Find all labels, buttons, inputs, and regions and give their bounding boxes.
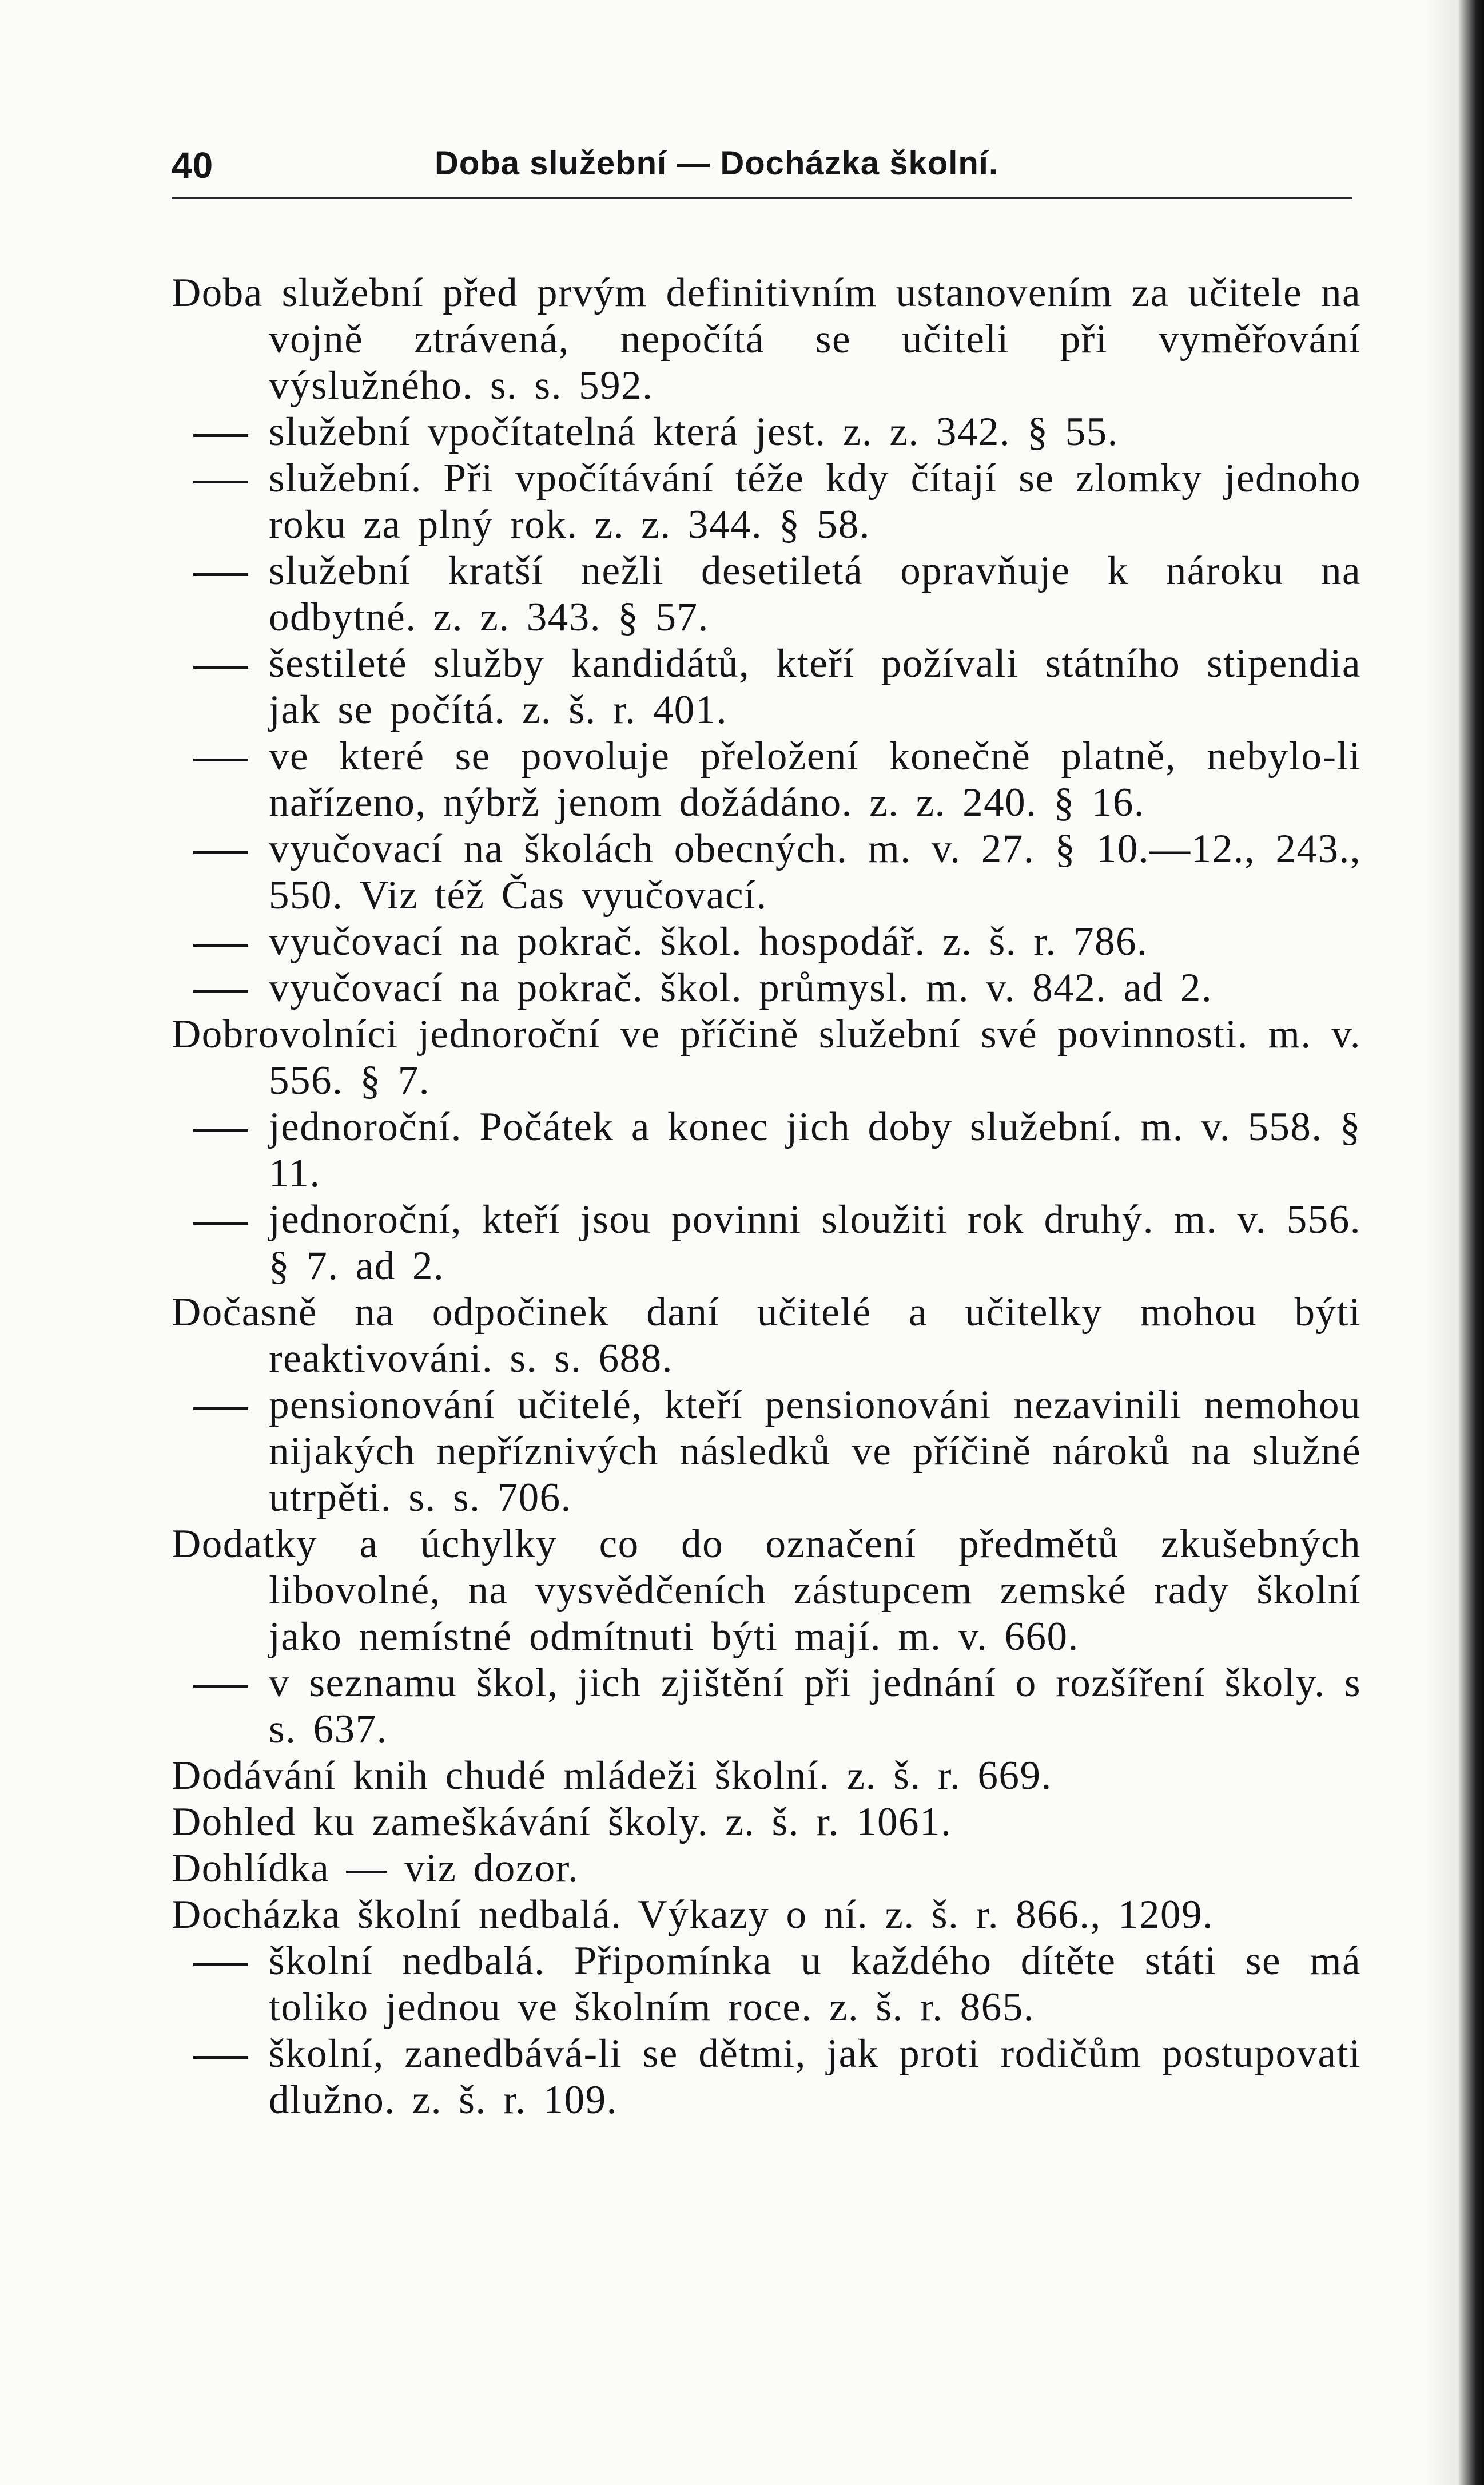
em-dash (172, 1382, 269, 1428)
header-rule (172, 197, 1352, 199)
index-subentry: vyučovací na pokrač. škol. průmysl. m. v. 842. ad 2. (172, 965, 1361, 1011)
index-subentry: šestileté služby kandidátů, kteří požívali státního stipendia jak se počítá. z. š. r. 401. (172, 641, 1361, 733)
page-header (172, 133, 1352, 196)
page-shadow (1425, 0, 1459, 2485)
em-dash (172, 826, 269, 872)
index-subentry: vyučovací na pokrač. škol. hospodář. z. š. r. 786. (172, 919, 1361, 965)
em-dash (172, 1660, 269, 1706)
index-entry: Doba služební před prvým definitivním ustanovením za učitele na vojně ztrávená, nepočítá se učiteli při vyměřování výslužného. s. s. 592. (172, 271, 1361, 408)
em-dash (172, 965, 269, 1011)
index-entry: Dodávání knih chudé mládeži školní. z. š. r. 669. (172, 1753, 1052, 1798)
em-dash (172, 919, 269, 965)
em-dash (172, 2031, 269, 2077)
index-subentry: služební kratší nežli desetiletá opravňuje k nároku na odbytné. z. z. 343. § 57. (172, 548, 1361, 641)
index-entry: Docházka školní nedbalá. Výkazy o ní. z. š. r. 866., 1209. (172, 1892, 1214, 1937)
index-entries (172, 270, 1361, 2123)
running-title: Doba služební — Docházka školní. (435, 145, 998, 182)
index-subentry: služební. Při vpočítávání téže kdy čítají se zlomky jednoho roku za plný rok. z. z. 344. § 58. (172, 455, 1361, 548)
index-entry: Dohled ku zameškávání školy. z. š. r. 1061. (172, 1800, 952, 1844)
index-entry: Dobrovolníci jednoroční ve příčině služební své povinnosti. m. v. 556. § 7. (172, 1012, 1361, 1103)
em-dash (172, 455, 269, 502)
em-dash (172, 1197, 269, 1243)
index-subentry: školní nedbalá. Připomínka u každého dítěte státi se má toliko jednou ve školním roce. z. š. r. 865. (172, 1938, 1361, 2031)
em-dash (172, 1938, 269, 1984)
index-subentry: jednoroční. Počátek a konec jich doby služební. m. v. 558. § 11. (172, 1104, 1361, 1197)
index-subentry: služební vpočítatelná která jest. z. z. 342. § 55. (172, 409, 1361, 455)
em-dash (172, 641, 269, 687)
index-subentry: jednoroční, kteří jsou povinni sloužiti rok druhý. m. v. 556. § 7. ad 2. (172, 1197, 1361, 1289)
em-dash (172, 409, 269, 455)
index-entry: Dodatky a úchylky co do označení předmětů zkušebných libovolné, na vysvědčeních zástupcem zemské rady školní jako nemístné odmítnuti býti mají. m. v. 660. (172, 1522, 1361, 1659)
index-entry: Dohlídka — viz dozor. (172, 1846, 579, 1891)
page-number: 40 (172, 145, 214, 186)
index-subentry: pensionování učitelé, kteří pensionováni nezavinili nemohou nijakých nepříznivých následků ve příčině nároků na služné utrpěti. s. s. 706. (172, 1382, 1361, 1521)
em-dash (172, 733, 269, 780)
index-subentry: ve které se povoluje přeložení konečně platně, nebylo-li nařízeno, nýbrž jenom dožádáno. z. z. 240. § 16. (172, 733, 1361, 826)
em-dash (172, 1104, 269, 1150)
book-spine-edge (1459, 0, 1484, 2485)
index-subentry: školní, zanedbává-li se dětmi, jak proti rodičům postupovati dlužno. z. š. r. 109. (172, 2031, 1361, 2123)
index-subentry: vyučovací na školách obecných. m. v. 27. § 10.—12., 243., 550. Viz též Čas vyučovací. (172, 826, 1361, 919)
em-dash (172, 548, 269, 594)
index-subentry: v seznamu škol, jich zjištění při jednání o rozšíření školy. s s. 637. (172, 1660, 1361, 1753)
index-entry: Dočasně na odpočinek daní učitelé a učitelky mohou býti reaktivováni. s. s. 688. (172, 1290, 1361, 1381)
